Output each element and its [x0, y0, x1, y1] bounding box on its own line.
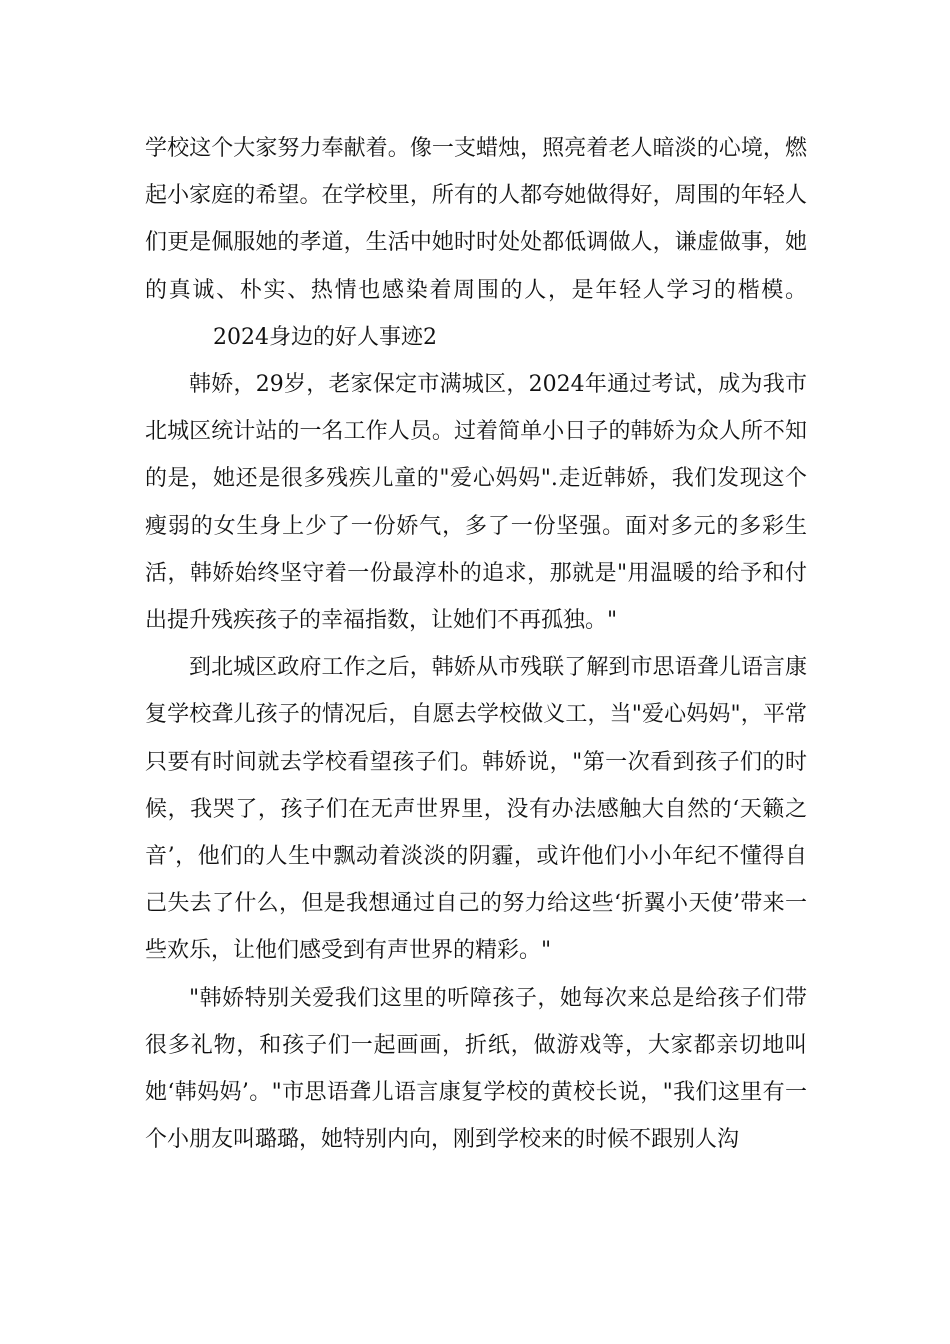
paragraph-4: "韩娇特别关爱我们这里的听障孩子，她每次来总是给孩子们带很多礼物，和孩子们一起画画，折纸，做游戏等，大家都亲切地叫她‘韩妈妈’。"市思语聋儿语言康复学校的黄校长说，"我们这里有一个小朋友叫璐璐，她特别内向，刚到学校来的时候不跟别人沟 — [145, 985, 807, 1153]
section-heading: 2024身边的好人事迹2 — [213, 324, 437, 350]
paragraph-2: 韩娇，29岁，老家保定市满城区，2024年通过考试，成为我市北城区统计站的一名工作人员。过着简单小日子的韩娇为众人所不知的是，她还是很多残疾儿童的"爱心妈妈".走近韩娇，我们发现这个瘦弱的女生身上少了一份娇气，多了一份坚强。面对多元的多彩生活，韩娇始终坚守着一份最淳朴的追求，那就是"用温暖的给予和付出提升残疾孩子的幸福指数，让她们不再孤独。" — [145, 372, 807, 634]
paragraph-3: 到北城区政府工作之后，韩娇从市残联了解到市思语聋儿语言康复学校聋儿孩子的情况后，自愿去学校做义工，当"爱心妈妈"，平常只要有时间就去学校看望孩子们。韩娇说，"第一次看到孩子们的时候，我哭了，孩子们在无声世界里，没有办法感触大自然的‘天籁之音’，他们的人生中飘动着淡淡的阴霾，或许他们小小年纪不懂得自己失去了什么，但是我想通过自己的努力给这些‘折翼小天使’带来一些欢乐，让他们感受到有声世界的精彩。" — [145, 655, 807, 964]
paragraph-1-text: 学校这个大家努力奉献着。像一支蜡烛，照亮着老人暗淡的心境，燃起小家庭的希望。在学校里，所有的人都夸她做得好，周围的年轻人们更是佩服她的孝道，生活中她时时处处都低调做人，谦虚做事，她的真诚、朴实、热情也感染着周围的人，是年轻人学习的楷模。 — [145, 136, 807, 303]
paragraph-1 — [145, 125, 807, 361]
document-body — [145, 125, 807, 1163]
